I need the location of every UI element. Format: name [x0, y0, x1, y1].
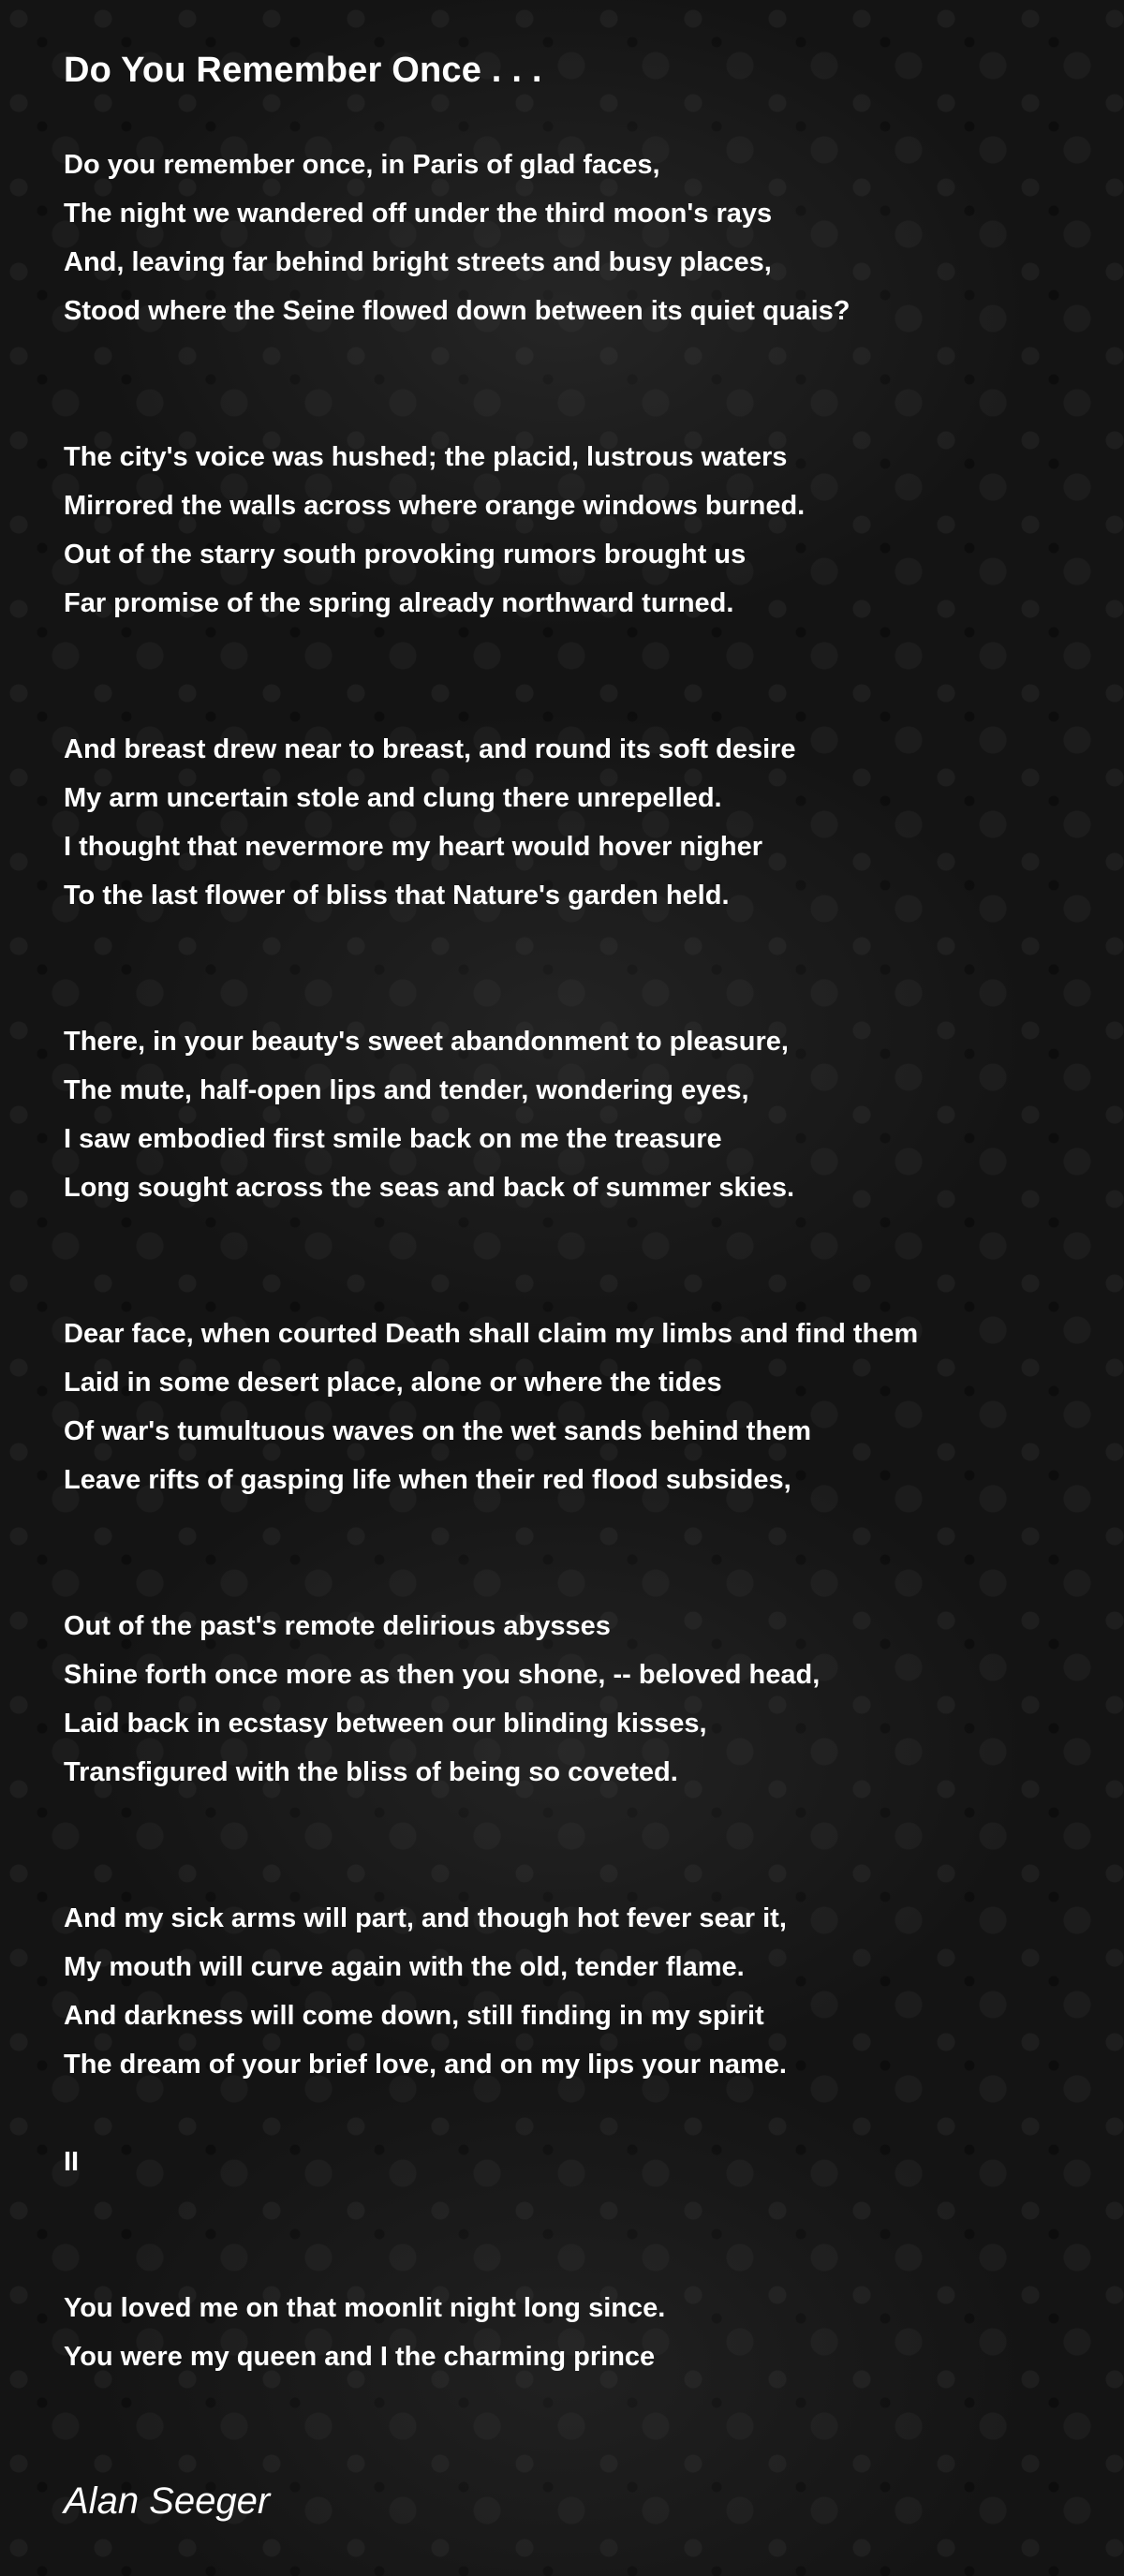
poem-line: You loved me on that moonlit night long since. — [64, 2293, 666, 2323]
poem-line: And, leaving far behind bright streets and busy places, — [64, 247, 772, 277]
poem-line: My mouth will curve again with the old, tender flame. — [64, 1952, 745, 1982]
poem-title: Do You Remember Once . . . — [64, 51, 542, 90]
poem-line: Stood where the Seine flowed down between its quiet quais? — [64, 296, 850, 326]
part-marker — [64, 2138, 1075, 2186]
poem-line: Laid in some desert place, alone or where the tides — [64, 1368, 722, 1398]
poem-line: Of war's tumultuous waves on the wet sands behind them — [64, 1416, 812, 1446]
stanza-4 — [64, 1017, 1075, 1212]
poem-line: Far promise of the spring already northward turned. — [64, 588, 734, 618]
poem-line: The dream of your brief love, and on my lips your name. — [64, 2050, 787, 2080]
poem-line: To the last flower of bliss that Nature's garden held. — [64, 881, 730, 910]
stanza-final — [64, 2284, 1075, 2381]
poem-line: Mirrored the walls across where orange windows burned. — [64, 491, 806, 521]
poem-line: Out of the past's remote delirious abysses — [64, 1611, 611, 1641]
poem-line: Dear face, when courted Death shall claim my limbs and find them — [64, 1319, 919, 1349]
poem-body — [64, 141, 1075, 2381]
poem-line: The night we wandered off under the third moon's rays — [64, 199, 773, 229]
poem-line: And my sick arms will part, and though hot fever sear it, — [64, 1903, 787, 1933]
stanza-7 — [64, 1894, 1075, 2089]
poem-line: I saw embodied first smile back on me the treasure — [64, 1124, 722, 1154]
poem-line: And darkness will come down, still finding in my spirit — [64, 2001, 764, 2031]
poem-line: Shine forth once more as then you shone, -- beloved head, — [64, 1660, 821, 1690]
poem-line: Out of the starry south provoking rumors brought us — [64, 540, 747, 570]
poem-line: The city's voice was hushed; the placid, lustrous waters — [64, 442, 788, 472]
part-marker-label: II — [64, 2147, 80, 2177]
stanza-1 — [64, 141, 1075, 335]
poem-line: There, in your beauty's sweet abandonment to pleasure, — [64, 1027, 789, 1057]
poem-line: You were my queen and I the charming prince — [64, 2342, 656, 2372]
poem-line: I thought that nevermore my heart would hover nigher — [64, 832, 763, 862]
poem-line: And breast drew near to breast, and round its soft desire — [64, 734, 796, 764]
poem-line: Transfigured with the bliss of being so coveted. — [64, 1757, 678, 1787]
poem-line: My arm uncertain stole and clung there unrepelled. — [64, 783, 722, 813]
author-name: Alan Seeger — [64, 2480, 271, 2522]
stanza-3 — [64, 725, 1075, 920]
poem-line: Leave rifts of gasping life when their red flood subsides, — [64, 1465, 791, 1495]
poem-line: Long sought across the seas and back of summer skies. — [64, 1173, 795, 1203]
stanza-5 — [64, 1310, 1075, 1504]
stanza-6 — [64, 1602, 1075, 1797]
poem-line: Laid back in ecstasy between our blinding kisses, — [64, 1709, 707, 1739]
stanza-2 — [64, 433, 1075, 628]
poem-line: Do you remember once, in Paris of glad faces, — [64, 150, 660, 180]
poem-line: The mute, half-open lips and tender, wondering eyes, — [64, 1075, 749, 1105]
